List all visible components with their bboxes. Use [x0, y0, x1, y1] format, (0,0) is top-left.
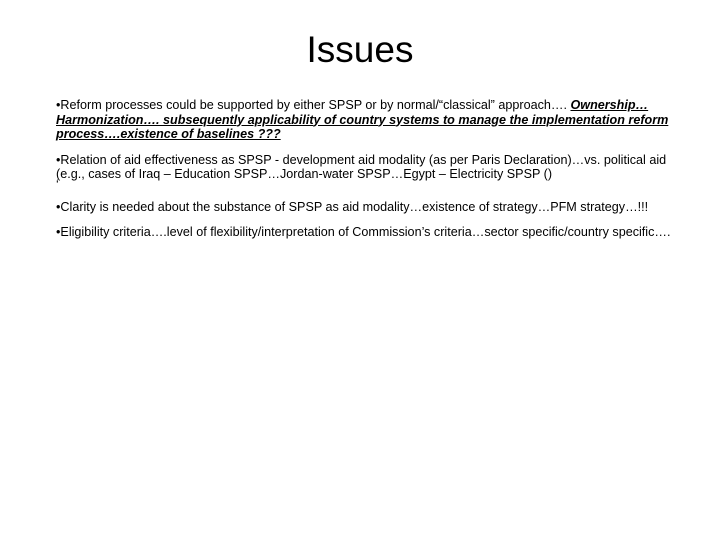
bullet-item-eligibility	[56, 225, 680, 240]
bullet-list	[56, 98, 680, 251]
bullet-marker: •	[56, 152, 61, 167]
bullet-item-reform-processes	[56, 98, 680, 142]
bullet-item-aid-effectiveness	[56, 152, 680, 192]
slide-title: Issues	[306, 29, 414, 70]
bullet-text: Eligibility criteria….level of flexibility/interpretation of Commission’s criteria…sector specific/country specific….	[60, 225, 671, 239]
bullet-marker: •	[56, 225, 61, 239]
bullet-text: Reform processes could be supported by either SPSP or by normal/“classical” approach….	[60, 98, 571, 112]
bullet-marker: •	[56, 199, 61, 214]
bullet-item-clarity	[56, 200, 680, 215]
bullet-emphasis-text: Ownership…Harmonization…. subsequently applicability of country systems to manage the implementation reform process….existence of baselines ???	[56, 98, 669, 141]
bullet-trailing-mark: ʻ	[56, 177, 59, 192]
bullet-text: Clarity is needed about the substance of SPSP as aid modality…existence of strategy…PFM strategy…!!!	[60, 199, 649, 214]
bullet-text: Relation of aid effectiveness as SPSP - development aid modality (as per Paris Declaration)…vs. political aid (e.g., cases of Iraq – Education SPSP…Jordan-water SPSP…Egypt – Electricity SPSP ()	[56, 152, 667, 181]
bullet-marker: •	[56, 98, 61, 112]
